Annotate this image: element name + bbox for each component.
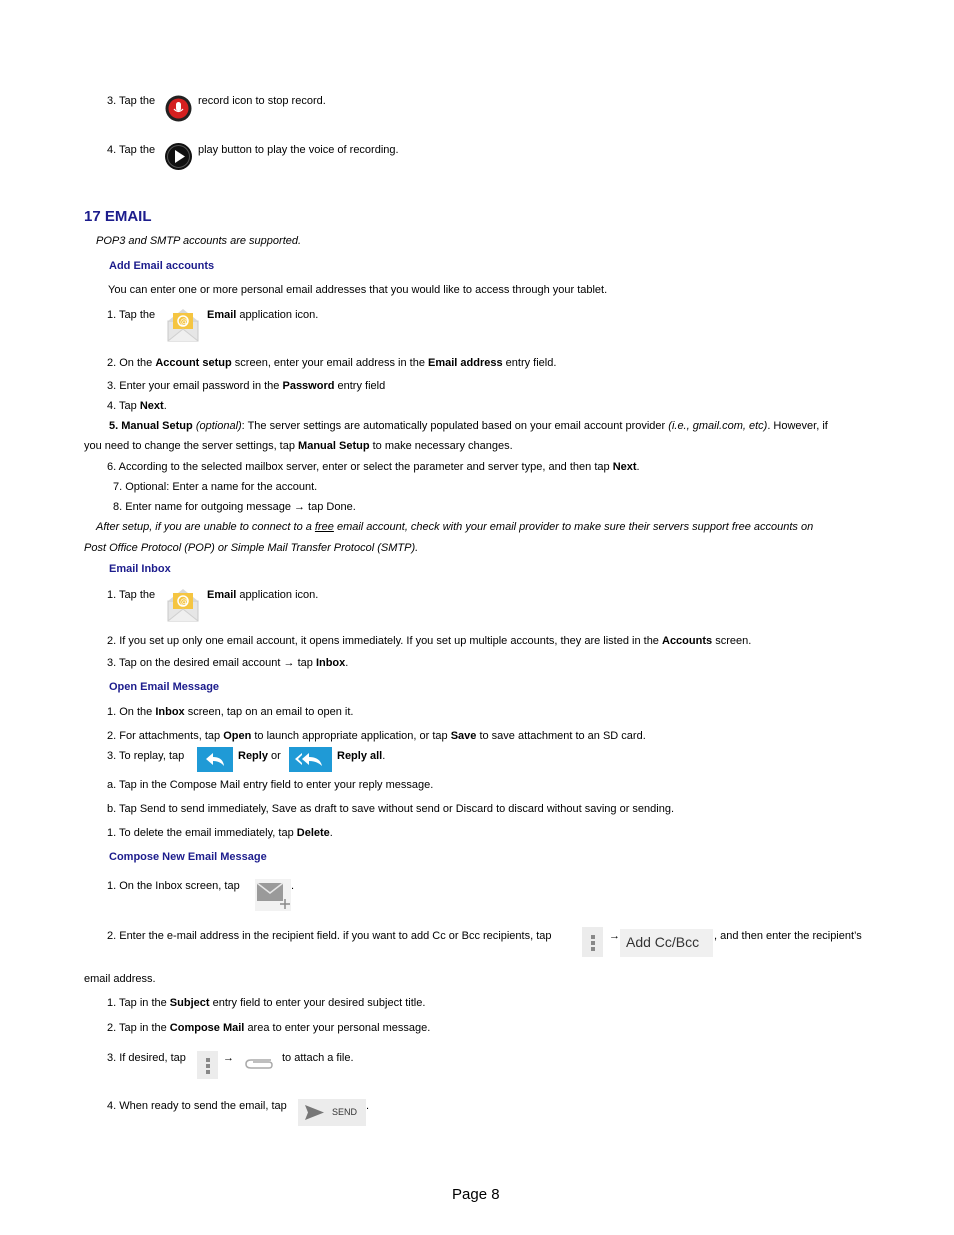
open-step3-replyall: Reply all.	[337, 750, 386, 762]
add-step4: 4. Tap Next.	[107, 400, 167, 412]
inbox-step2: 2. If you set up only one email account, it opens immediately. If you set up multiple accounts, they are listed in the Accounts screen.	[107, 635, 752, 647]
add-step3: 3. Enter your email password in the Password entry field	[107, 380, 386, 392]
compose-body-step: 2. Tap in the Compose Mail area to enter your personal message.	[107, 1022, 431, 1034]
open-step-delete: 1. To delete the email immediately, tap Delete.	[107, 827, 333, 839]
add-note-line1: After setup, if you are unable to connect to a free email account, check with your email provider to make sure their servers support free accounts on	[96, 521, 814, 533]
arrow-glyph: →	[609, 930, 620, 942]
step-record-stop: 3. Tap the	[107, 95, 156, 107]
section-intro: POP3 and SMTP accounts are supported.	[96, 235, 302, 247]
compose-mail-icon	[255, 879, 291, 914]
add-step7: 7. Optional: Enter a name for the account.	[113, 481, 318, 493]
inbox-step1-pre: 1. Tap the	[107, 589, 156, 601]
attach-step-pre: 3. If desired, tap	[107, 1052, 186, 1064]
open-step-a: a. Tap in the Compose Mail entry field to enter your reply message.	[107, 779, 434, 791]
section-title: 17 EMAIL	[84, 208, 152, 225]
add-step1-pre: 1. Tap the	[107, 309, 156, 321]
open-step-b: b. Tap Send to send immediately, Save as draft to save without send or Discard to discard without saving or sending.	[107, 803, 675, 815]
record-stop-text: record icon to stop record.	[198, 95, 326, 107]
step-play: 4. Tap the	[107, 144, 156, 156]
compose-step2-pre: 2. Enter the e-mail address in the recipient field. if you want to add Cc or Bcc recipients, tap	[107, 930, 552, 942]
attach-step-post: to attach a file.	[282, 1052, 354, 1064]
play-icon	[164, 142, 193, 174]
add-step1-post: Email application icon.	[207, 309, 319, 321]
add-step8: 8. Enter name for outgoing message → tap Done.	[113, 501, 356, 513]
open-step3-pre: 3. To replay, tap	[107, 750, 185, 762]
svg-text:@: @	[180, 317, 188, 326]
compose-step1-pre: 1. On the Inbox screen, tap	[107, 880, 240, 892]
compose-subject-step: 1. Tap in the Subject entry field to enter your desired subject title.	[107, 997, 426, 1009]
add-note-line2: Post Office Protocol (POP) or Simple Mail Transfer Protocol (SMTP).	[84, 542, 419, 554]
svg-text:@: @	[180, 597, 188, 606]
add-step2: 2. On the Account setup screen, enter your email address in the Email address entry field.	[107, 357, 557, 369]
email-app-icon	[166, 307, 200, 346]
reply-icon	[197, 747, 233, 775]
record-stop-icon	[164, 94, 193, 126]
open-step3-reply: Reply or	[238, 750, 281, 762]
subheading-add-accounts: Add Email accounts	[109, 260, 215, 272]
inbox-step1-post: Email application icon.	[207, 589, 319, 601]
open-step1: 1. On the Inbox screen, tap on an email to open it.	[107, 706, 354, 718]
compose-step2-line2: email address.	[84, 973, 156, 985]
overflow-menu-icon	[197, 1051, 218, 1082]
send-button	[298, 1099, 366, 1126]
add-step5-line1: 5. Manual Setup (optional): The server settings are automatically populated based on your email account provider (i.e., gmail.com, etc). However, if	[109, 420, 828, 432]
subheading-inbox: Email Inbox	[109, 563, 171, 575]
paperclip-icon	[243, 1054, 275, 1075]
overflow-menu-icon	[582, 927, 603, 960]
send-label: SEND	[332, 1107, 358, 1117]
email-app-icon	[166, 587, 200, 626]
inbox-step3: 3. Tap on the desired email account → tap Inbox.	[107, 657, 349, 669]
add-step6: 6. According to the selected mailbox server, enter or select the parameter and server type, and then tap Next.	[107, 461, 640, 473]
page-number: Page 8	[452, 1186, 500, 1203]
play-text: play button to play the voice of recording.	[198, 144, 399, 156]
add-step5-line2: you need to change the server settings, tap Manual Setup to make necessary changes.	[84, 440, 513, 452]
subheading-open-message: Open Email Message	[109, 681, 220, 693]
add-cc-bcc-button: Add Cc/Bcc	[620, 929, 713, 957]
compose-step2-post: , and then enter the recipient’s	[714, 930, 862, 942]
arrow-glyph: →	[223, 1052, 234, 1064]
send-step-pre: 4. When ready to send the email, tap	[107, 1100, 287, 1112]
add-desc: You can enter one or more personal email addresses that you would like to access through your tablet.	[108, 284, 608, 296]
subheading-compose: Compose New Email Message	[109, 851, 267, 863]
open-step2: 2. For attachments, tap Open to launch appropriate application, or tap Save to save attachment to an SD card.	[107, 730, 646, 742]
send-step-post: .	[366, 1100, 370, 1112]
reply-all-icon	[289, 747, 332, 775]
compose-step1-post: .	[291, 880, 295, 892]
